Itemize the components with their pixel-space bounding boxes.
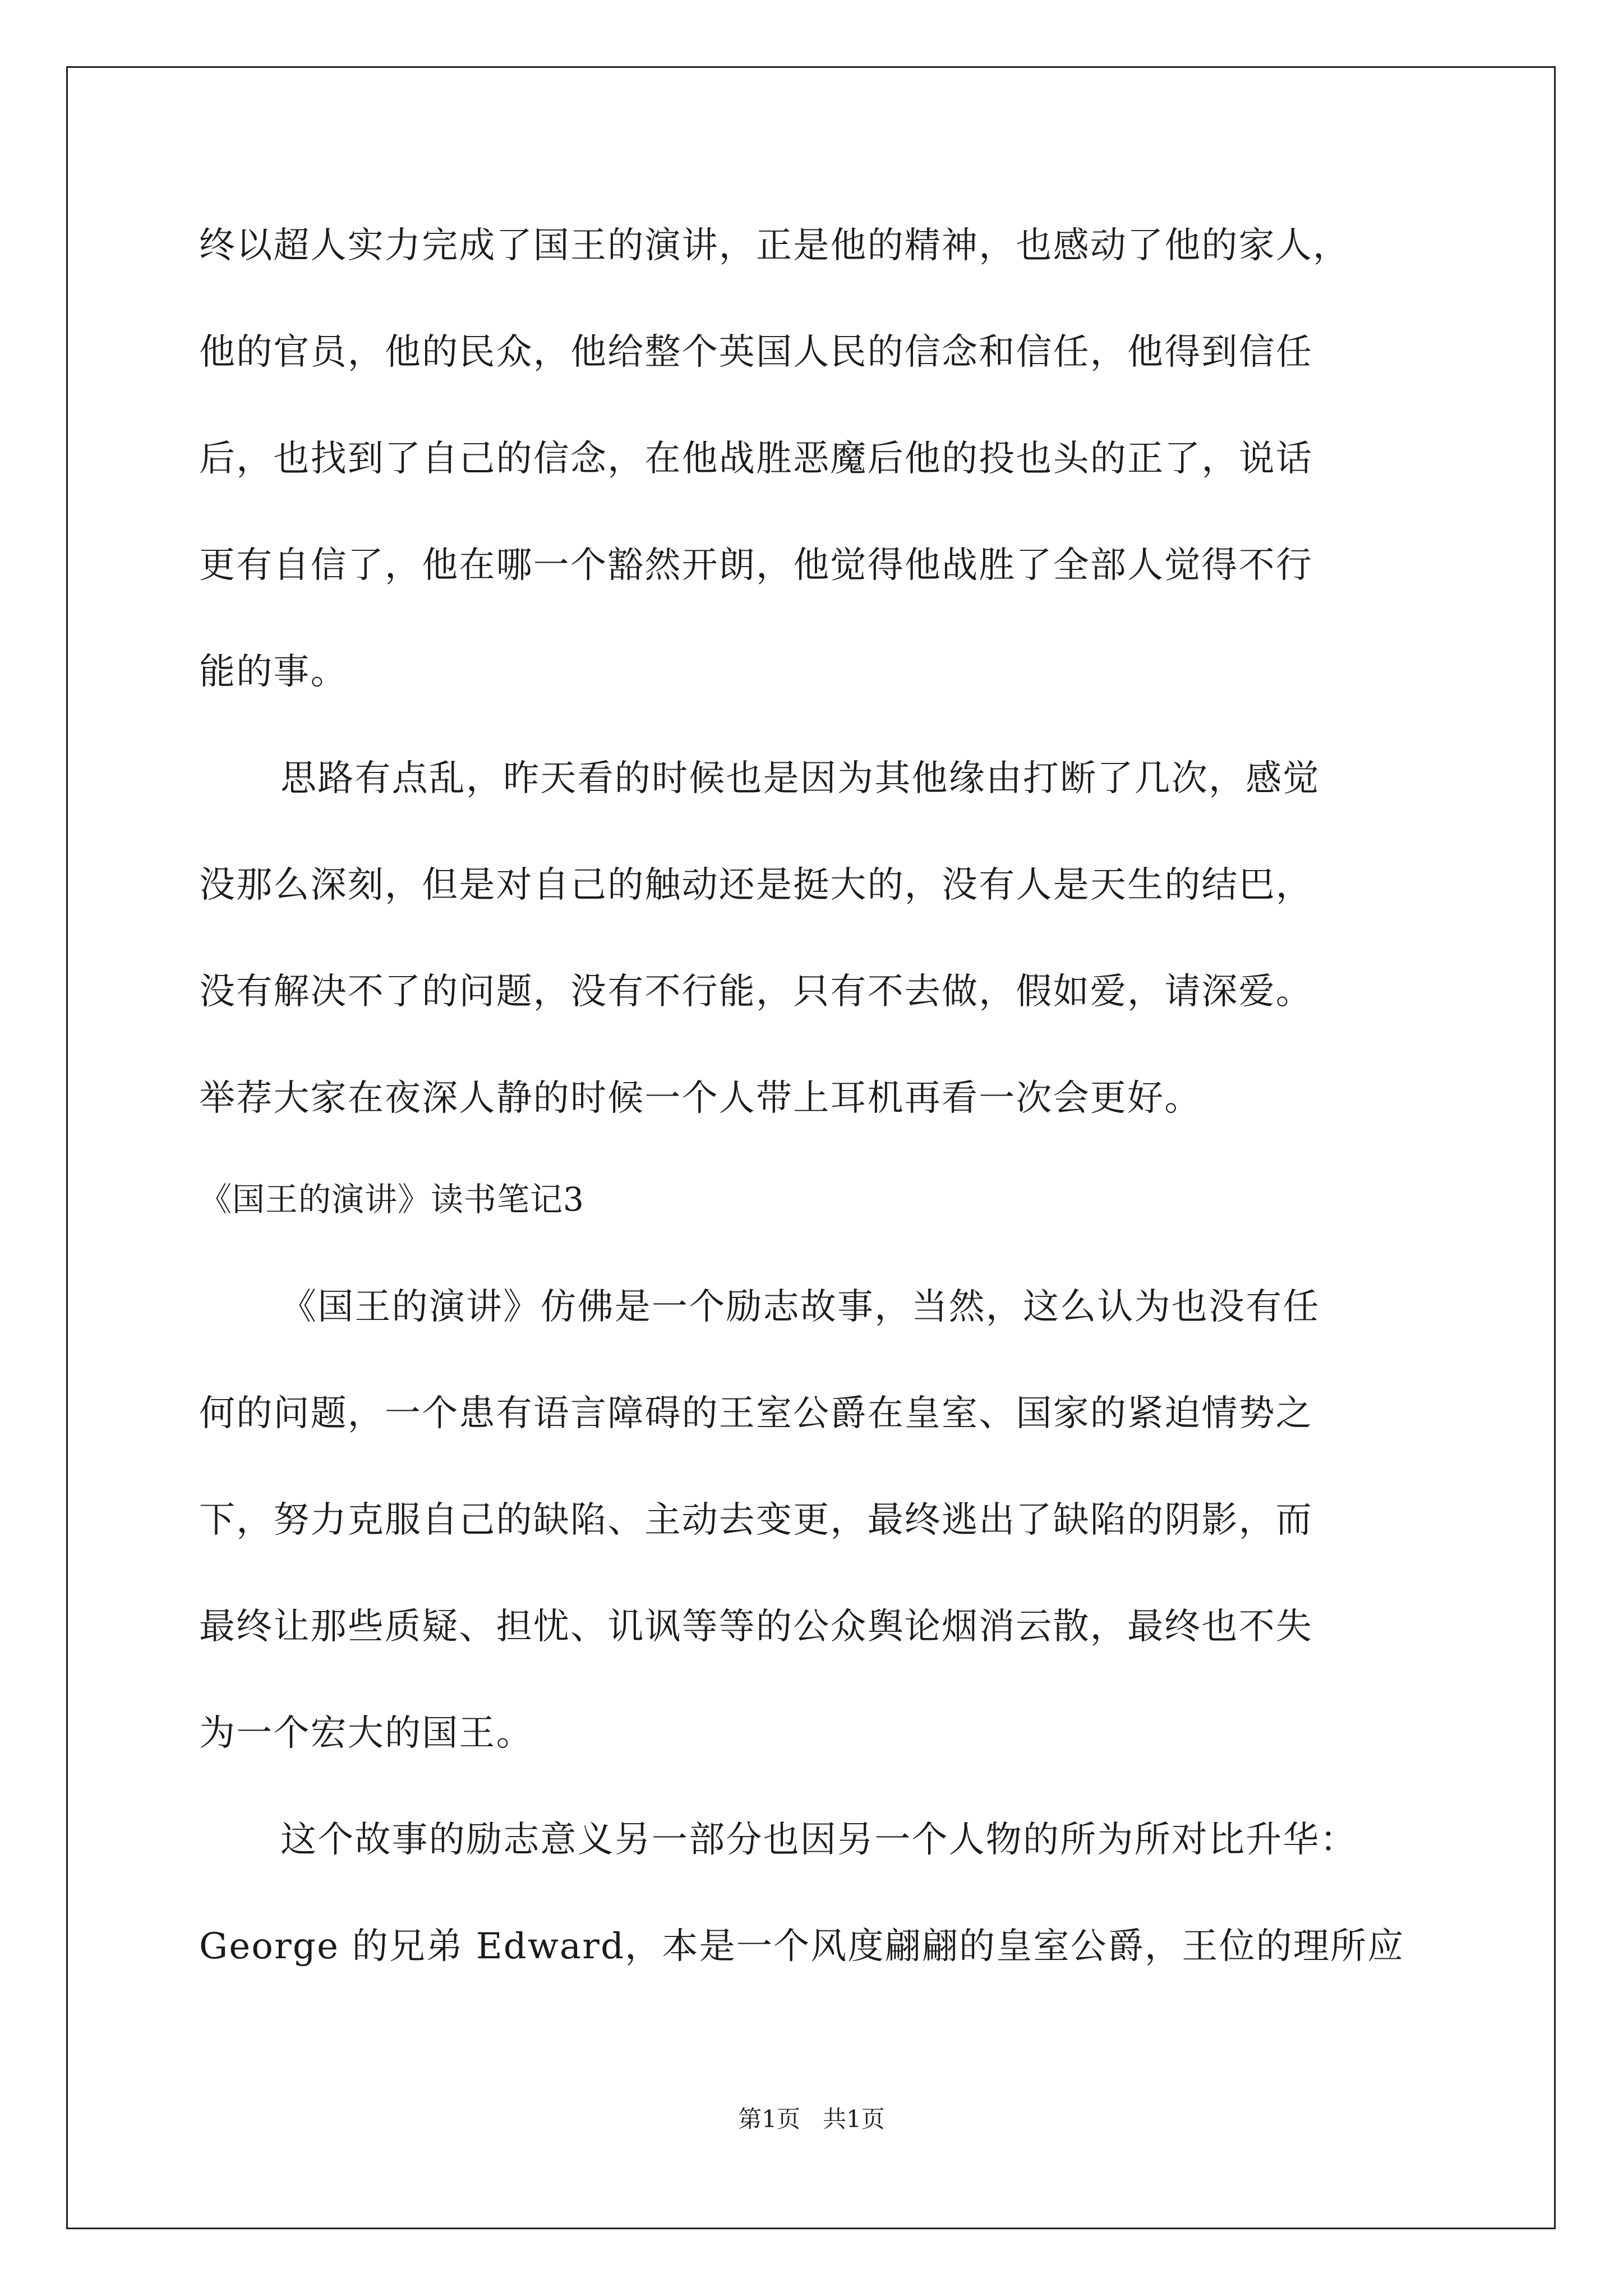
paragraph-line: 能的事。 — [199, 651, 348, 693]
page-border — [66, 66, 1556, 2229]
paragraph-line: 为一个宏大的国王。 — [199, 1713, 533, 1754]
paragraph-line: 《国王的演讲》仿佛是一个励志故事，当然，这么认为也没有任 — [280, 1286, 1320, 1328]
page-footer: 第1页 共1页 — [738, 2105, 885, 2133]
paragraph-line: 这个故事的励志意义另一部分也因另一个人物的所为所对比升华： — [280, 1819, 1357, 1861]
paragraph-line: 终以超人实力完成了国王的演讲，正是他的精神，也感动了他的家人， — [199, 225, 1350, 266]
section-heading: 《国王的演讲》读书笔记3 — [199, 1180, 584, 1218]
paragraph-line: 后，也找到了自己的信念，在他战胜恶魔后他的投也头的正了，说话 — [199, 438, 1313, 480]
paragraph-line: 下，努力克服自己的缺陷、主动去变更，最终逃出了缺陷的阴影，而 — [199, 1499, 1313, 1541]
paragraph-line: 没有解决不了的问题，没有不行能，只有不去做，假如爱，请深爱。 — [199, 971, 1313, 1013]
paragraph-line: 没那么深刻，但是对自己的触动还是挺大的，没有人是天生的结巴， — [199, 864, 1313, 906]
paragraph-line: 举荐大家在夜深人静的时候一个人带上耳机再看一次会更好。 — [199, 1078, 1202, 1119]
paragraph-line: 更有自信了，他在哪一个豁然开朗，他觉得他战胜了全部人觉得不行 — [199, 545, 1313, 586]
paragraph-line: 他的官员，他的民众，他给整个英国人民的信念和信任，他得到信任 — [199, 332, 1313, 373]
paragraph-line: 最终让那些质疑、担忧、讥讽等等的公众舆论烟消云散，最终也不失 — [199, 1606, 1313, 1648]
paragraph-line: George 的兄弟 Edward，本是一个风度翩翩的皇室公爵，王位的理所应 — [199, 1926, 1405, 1967]
paragraph-line: 何的问题，一个患有语言障碍的王室公爵在皇室、国家的紧迫情势之 — [199, 1393, 1313, 1434]
paragraph-line: 思路有点乱，昨天看的时候也是因为其他缘由打断了几次，感觉 — [280, 758, 1320, 799]
